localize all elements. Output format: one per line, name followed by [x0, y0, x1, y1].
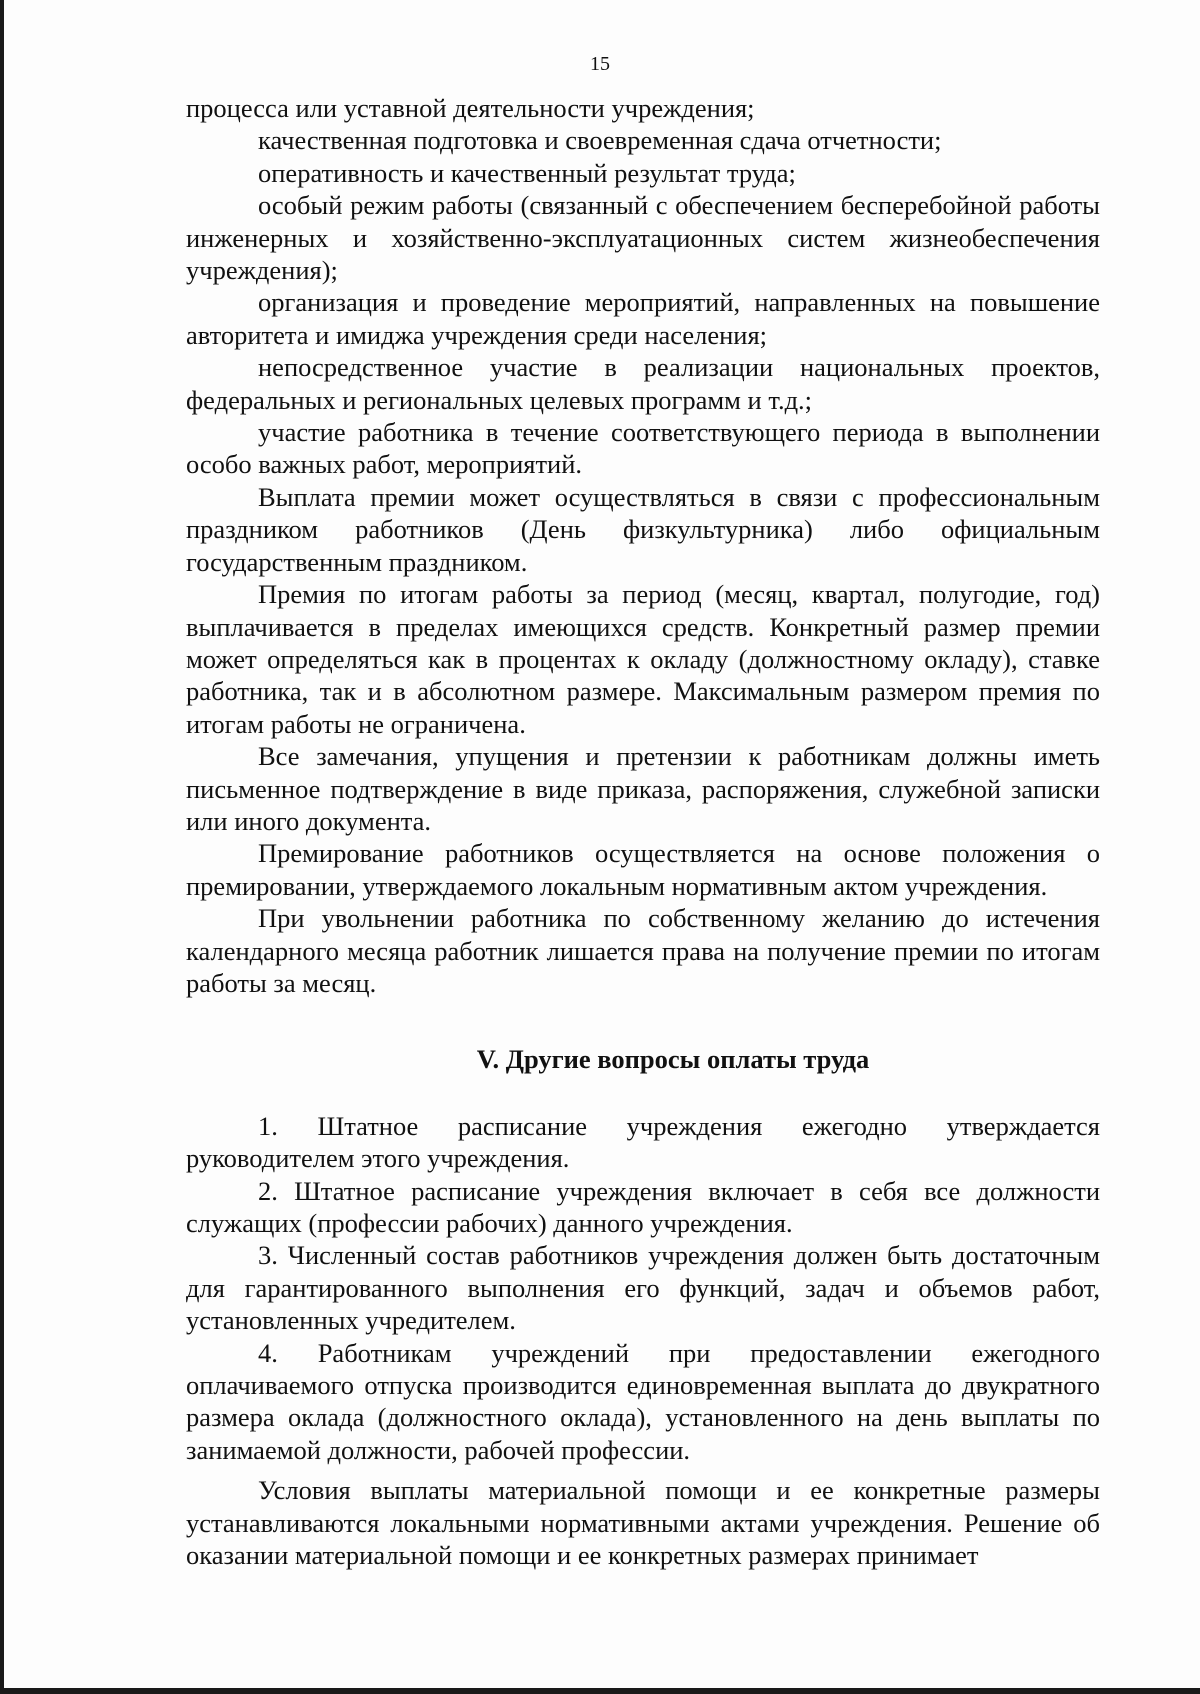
paragraph: Премия по итогам работы за период (месяц, квартал, полугодие, год) выплачивается в пределах имеющихся средств. Конкретный размер премии может определяться как в процентах к окладу (должностному окладу), ставке работника, так и в абсолютном размере. Максимальным размером премия по итогам работы не ограничена.: [186, 579, 1100, 739]
paragraph: 4. Работникам учреждений при предоставлении ежегодного оплачиваемого отпуска производится единовременная выплата до двукратного размера оклада (должностного оклада), установленного на день выплаты по занимаемой должности, рабочей профессии.: [186, 1337, 1100, 1465]
paragraph: 2. Штатное расписание учреждения включает в себя все должности служащих (профессии рабочих) данного учреждения.: [186, 1175, 1100, 1238]
paragraph: Премирование работников осуществляется на основе положения о премировании, утверждаемого локальным нормативным актом учреждения.: [186, 838, 1100, 901]
page-number: 15: [590, 53, 610, 75]
spacer: [186, 1076, 1100, 1110]
paragraph: При увольнении работника по собственному желанию до истечения календарного месяца работник лишается права на получение премии по итогам работы за месяц.: [186, 903, 1100, 998]
paragraph: организация и проведение мероприятий, направленных на повышение авторитета и имиджа учреждения среди населения;: [186, 287, 1100, 350]
paragraph: Условия выплаты материальной помощи и ее конкретные размеры устанавливаются локальными нормативными актами учреждения. Решение об оказании материальной помощи и ее конкретных размерах принимает: [186, 1475, 1100, 1571]
scan-edge-bottom: [0, 1688, 1200, 1694]
paragraph: 1. Штатное расписание учреждения ежегодно утверждается руководителем этого учреждения.: [186, 1110, 1100, 1174]
paragraph: Все замечания, упущения и претензии к работникам должны иметь письменное подтверждение в виде приказа, распоряжения, служебной записки или иного документа.: [186, 741, 1100, 836]
paragraph: оперативность и качественный результат труда;: [258, 157, 796, 188]
paragraph: участие работника в течение соответствующего периода в выполнении особо важных работ, мероприятий.: [186, 417, 1100, 480]
paragraph: 3. Численный состав работников учреждения должен быть достаточным для гарантированного выполнения его функций, задач и объемов работ, установленных учредителем.: [186, 1240, 1100, 1336]
section-heading: V. Другие вопросы оплаты труда: [476, 1044, 870, 1075]
document-body: [186, 92, 1100, 1571]
scan-edge-left: [0, 0, 4, 1694]
paragraph: особый режим работы (связанный с обеспечением бесперебойной работы инженерных и хозяйственно-эксплуатационных систем жизнеобеспечения учреждения);: [186, 190, 1100, 286]
paragraph: непосредственное участие в реализации национальных проектов, федеральных и региональных целевых программ и т.д.;: [186, 352, 1100, 415]
paragraph: Выплата премии может осуществляться в связи с профессиональным праздником работников (День физкультурника) либо официальным государственным праздником.: [186, 481, 1100, 577]
paragraph: качественная подготовка и своевременная сдача отчетности;: [258, 125, 942, 156]
spacer: [186, 1466, 1100, 1474]
paragraph: процесса или уставной деятельности учреждения;: [186, 93, 755, 123]
spacer: [186, 999, 1100, 1043]
